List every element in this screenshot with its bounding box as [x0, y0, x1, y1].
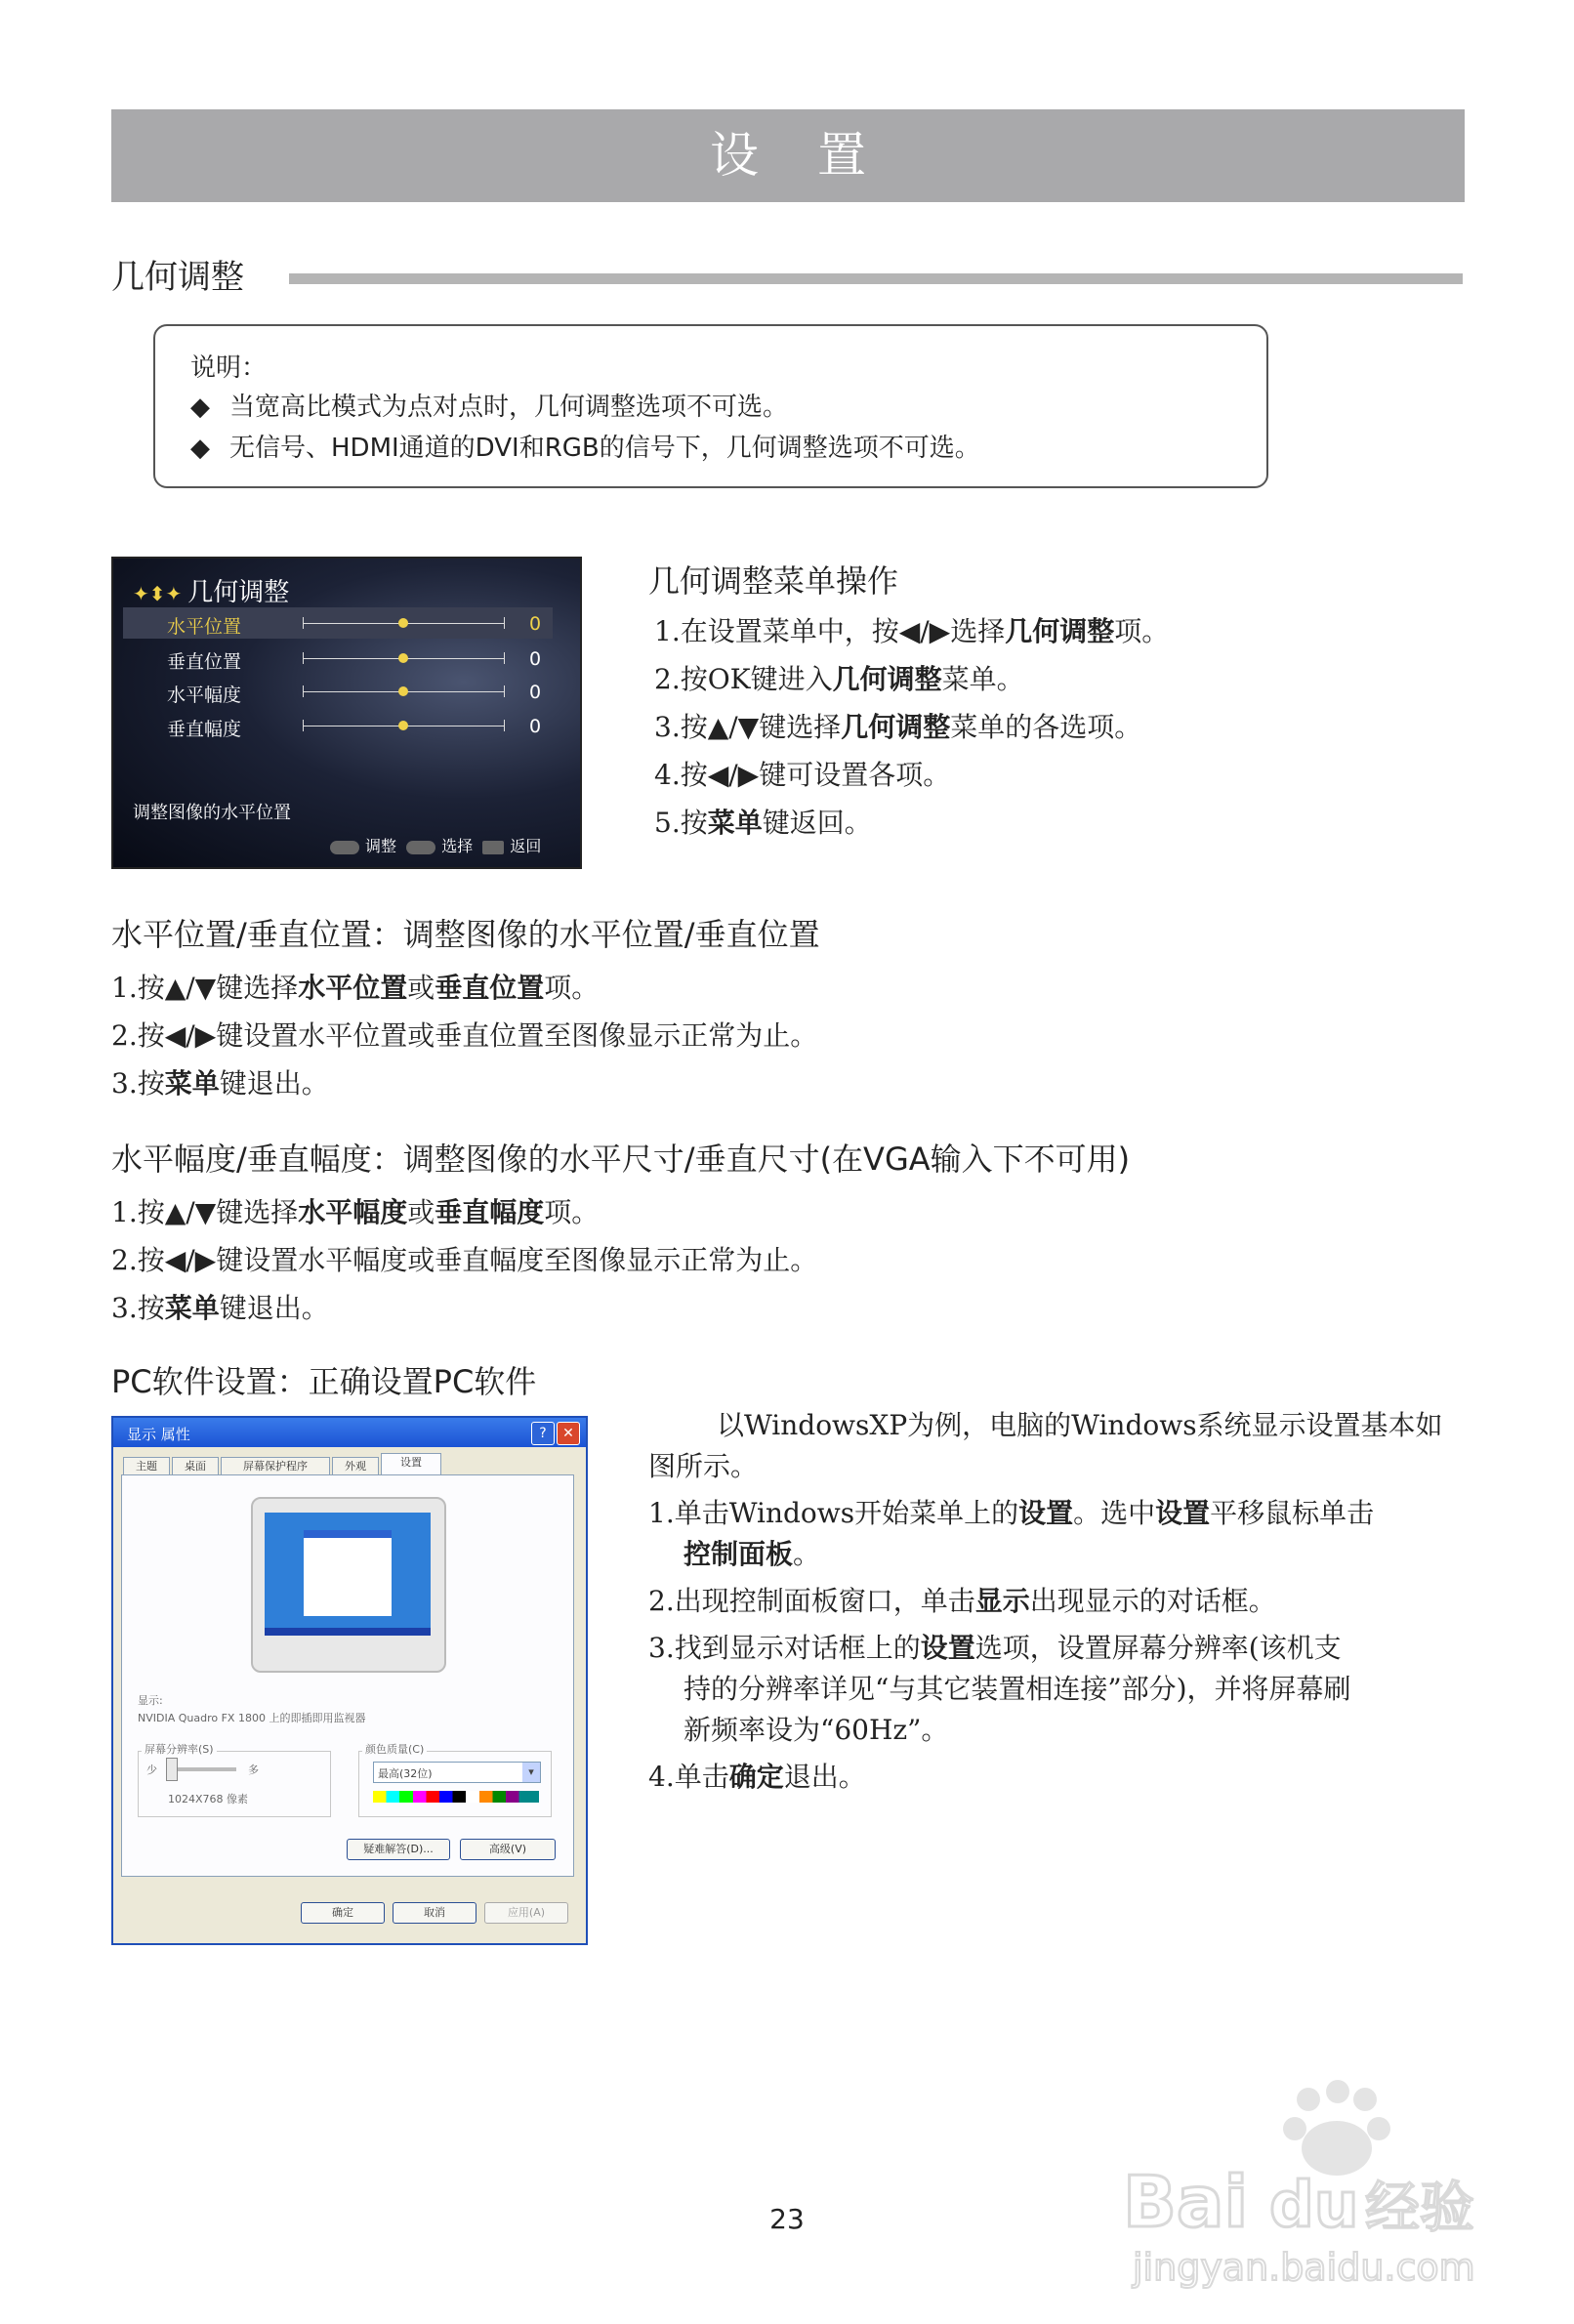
more-label: 多 [248, 1764, 259, 1776]
troubleshoot-button[interactable]: 疑难解答(D)... [347, 1839, 450, 1860]
taskbar-preview [265, 1628, 431, 1636]
display-properties-dialog [111, 1416, 588, 1945]
note-item-text: 当宽高比模式为点对点时，几何调整选项不可选。 [229, 393, 789, 422]
tab-desktop[interactable]: 桌面 [172, 1457, 219, 1475]
ops-step: 3.按▲/▼键选择几何调整菜单的各选项。 [654, 711, 1142, 743]
close-icon[interactable]: ✕ [557, 1422, 580, 1445]
pc-heading: PC软件设置：正确设置PC软件 [111, 1363, 537, 1400]
osd-row[interactable] [123, 607, 553, 639]
ops-step: 4.按◀/▶键可设置各项。 [654, 759, 951, 791]
ops-step: 5.按菜单键返回。 [654, 807, 872, 839]
move-arrows-icon: ✦⬍✦ [133, 582, 183, 605]
size-heading: 水平幅度/垂直幅度：调整图像的水平尺寸/垂直尺寸(在VGA输入下不可用) [111, 1141, 1131, 1178]
tab-appearance[interactable]: 外观 [332, 1457, 379, 1475]
color-quality-value: 最高(32位) [378, 1767, 433, 1780]
osd-row[interactable] [123, 676, 553, 707]
position-step: 3.按菜单键退出。 [111, 1067, 329, 1100]
note-box [153, 324, 1268, 488]
color-sample-bar [373, 1791, 539, 1803]
osd-row-value: 0 [529, 648, 542, 670]
osd-row-label: 垂直位置 [167, 651, 242, 673]
adjust-keys-icon [330, 841, 359, 854]
display-label: 显示: [138, 1694, 163, 1707]
tab-settings[interactable]: 设置 [381, 1453, 441, 1475]
pc-step: 2.出现控制面板窗口，单击显示出现显示的对话框。 [648, 1585, 1276, 1617]
osd-slider-knob[interactable] [398, 686, 408, 696]
osd-row-value: 0 [529, 716, 542, 737]
color-quality-select[interactable] [373, 1762, 541, 1783]
size-step: 2.按◀/▶键设置水平幅度或垂直幅度至图像显示正常为止。 [111, 1244, 818, 1276]
osd-footer [330, 834, 541, 856]
page-number: 23 [769, 2203, 805, 2235]
pc-step: 新频率设为“60Hz”。 [683, 1714, 949, 1746]
osd-row-label: 水平幅度 [167, 685, 242, 706]
osd-title [133, 572, 289, 608]
section-title: 几何调整 [111, 258, 244, 297]
osd-slider-knob[interactable] [398, 618, 408, 628]
osd-title-text: 几何调整 [187, 578, 290, 607]
position-heading: 水平位置/垂直位置：调整图像的水平位置/垂直位置 [111, 916, 820, 953]
baidu-watermark-logo [1113, 2080, 1504, 2304]
osd-menu-screenshot [111, 557, 582, 869]
osd-slider-knob[interactable] [398, 721, 408, 730]
ops-step: 2.按OK键进入几何调整菜单。 [654, 663, 1024, 695]
resolution-slider[interactable] [168, 1767, 236, 1771]
pc-step: 3.找到显示对话框上的设置选项，设置屏幕分辨率(该机支 [648, 1632, 1342, 1664]
ops-step: 1.在设置菜单中，按◀/▶选择几何调整项。 [654, 615, 1170, 647]
osd-row-label: 水平位置 [167, 616, 242, 638]
osd-row-value: 0 [529, 613, 542, 635]
osd-row-value: 0 [529, 682, 542, 703]
cancel-button[interactable]: 取消 [393, 1902, 476, 1924]
resolution-value: 1024X768 像素 [168, 1793, 249, 1805]
note-item [190, 387, 788, 423]
dialog-title: 显示 属性 [127, 1426, 190, 1443]
svg-text:du: du [1269, 2170, 1359, 2242]
resolution-group [138, 1751, 331, 1817]
dialog-titlebar [113, 1418, 586, 1447]
apply-button[interactable]: 应用(A) [484, 1902, 568, 1924]
note-title: 说明： [190, 353, 268, 383]
tab-screensaver[interactable]: 屏幕保护程序 [221, 1457, 330, 1475]
osd-description: 调整图像的水平位置 [133, 803, 291, 823]
color-quality-label: 颜色质量(C) [362, 1741, 427, 1757]
position-step: 2.按◀/▶键设置水平位置或垂直位置至图像显示正常为止。 [111, 1019, 818, 1052]
pc-intro: 图所示。 [648, 1450, 759, 1482]
note-item-text: 无信号、HDMI通道的DVI和RGB的信号下，几何调整选项不可选。 [229, 434, 980, 463]
svg-text:jingyan.baidu.com: jingyan.baidu.com [1133, 2246, 1475, 2289]
color-quality-group [358, 1751, 552, 1817]
pc-step: 控制面板。 [683, 1538, 821, 1570]
chevron-down-icon[interactable]: ▾ [522, 1763, 540, 1782]
advanced-button[interactable]: 高级(V) [460, 1839, 556, 1860]
footer-select: 选择 [441, 837, 474, 855]
resolution-label: 屏幕分辨率(S) [142, 1741, 217, 1757]
display-value: NVIDIA Quadro FX 1800 上的即插即用监视器 [138, 1712, 366, 1724]
osd-row[interactable] [123, 643, 553, 674]
pc-step: 4.单击确定退出。 [648, 1761, 866, 1793]
footer-back: 返回 [510, 837, 542, 855]
diamond-bullet-icon: ◆ [190, 434, 210, 463]
help-icon[interactable]: ? [531, 1422, 555, 1445]
footer-adjust: 调整 [365, 837, 397, 855]
menu-key-icon [482, 841, 504, 854]
note-item [190, 428, 980, 464]
osd-row[interactable] [123, 710, 553, 741]
osd-row-label: 垂直幅度 [167, 719, 242, 740]
resolution-slider-thumb[interactable] [166, 1758, 178, 1781]
window-preview [304, 1530, 392, 1616]
diamond-bullet-icon: ◆ [190, 393, 210, 422]
section-rule [289, 273, 1463, 284]
svg-text:经验: 经验 [1365, 2177, 1474, 2240]
pc-step: 1.单击Windows开始菜单上的设置。选中设置平移鼠标单击 [648, 1497, 1375, 1529]
ok-button[interactable]: 确定 [301, 1902, 385, 1924]
select-keys-icon [406, 841, 435, 854]
pc-intro: 以WindowsXP为例，电脑的Windows系统显示设置基本如 [717, 1409, 1443, 1441]
tab-theme[interactable]: 主题 [123, 1457, 170, 1475]
size-step: 3.按菜单键退出。 [111, 1292, 329, 1324]
monitor-preview [251, 1497, 446, 1673]
screen-preview [265, 1513, 431, 1636]
svg-text:Bai: Bai [1123, 2161, 1249, 2243]
less-label: 少 [146, 1764, 157, 1776]
size-step: 1.按▲/▼键选择水平幅度或垂直幅度项。 [111, 1196, 600, 1228]
page-title: 设置 [710, 127, 925, 184]
page-header-banner [111, 109, 1465, 202]
position-step: 1.按▲/▼键选择水平位置或垂直位置项。 [111, 972, 600, 1004]
ops-title: 几何调整菜单操作 [648, 562, 899, 600]
pc-step: 持的分辨率详见“与其它装置相连接”部分)，并将屏幕刷 [683, 1673, 1351, 1705]
osd-slider-knob[interactable] [398, 653, 408, 663]
settings-panel [121, 1474, 574, 1877]
